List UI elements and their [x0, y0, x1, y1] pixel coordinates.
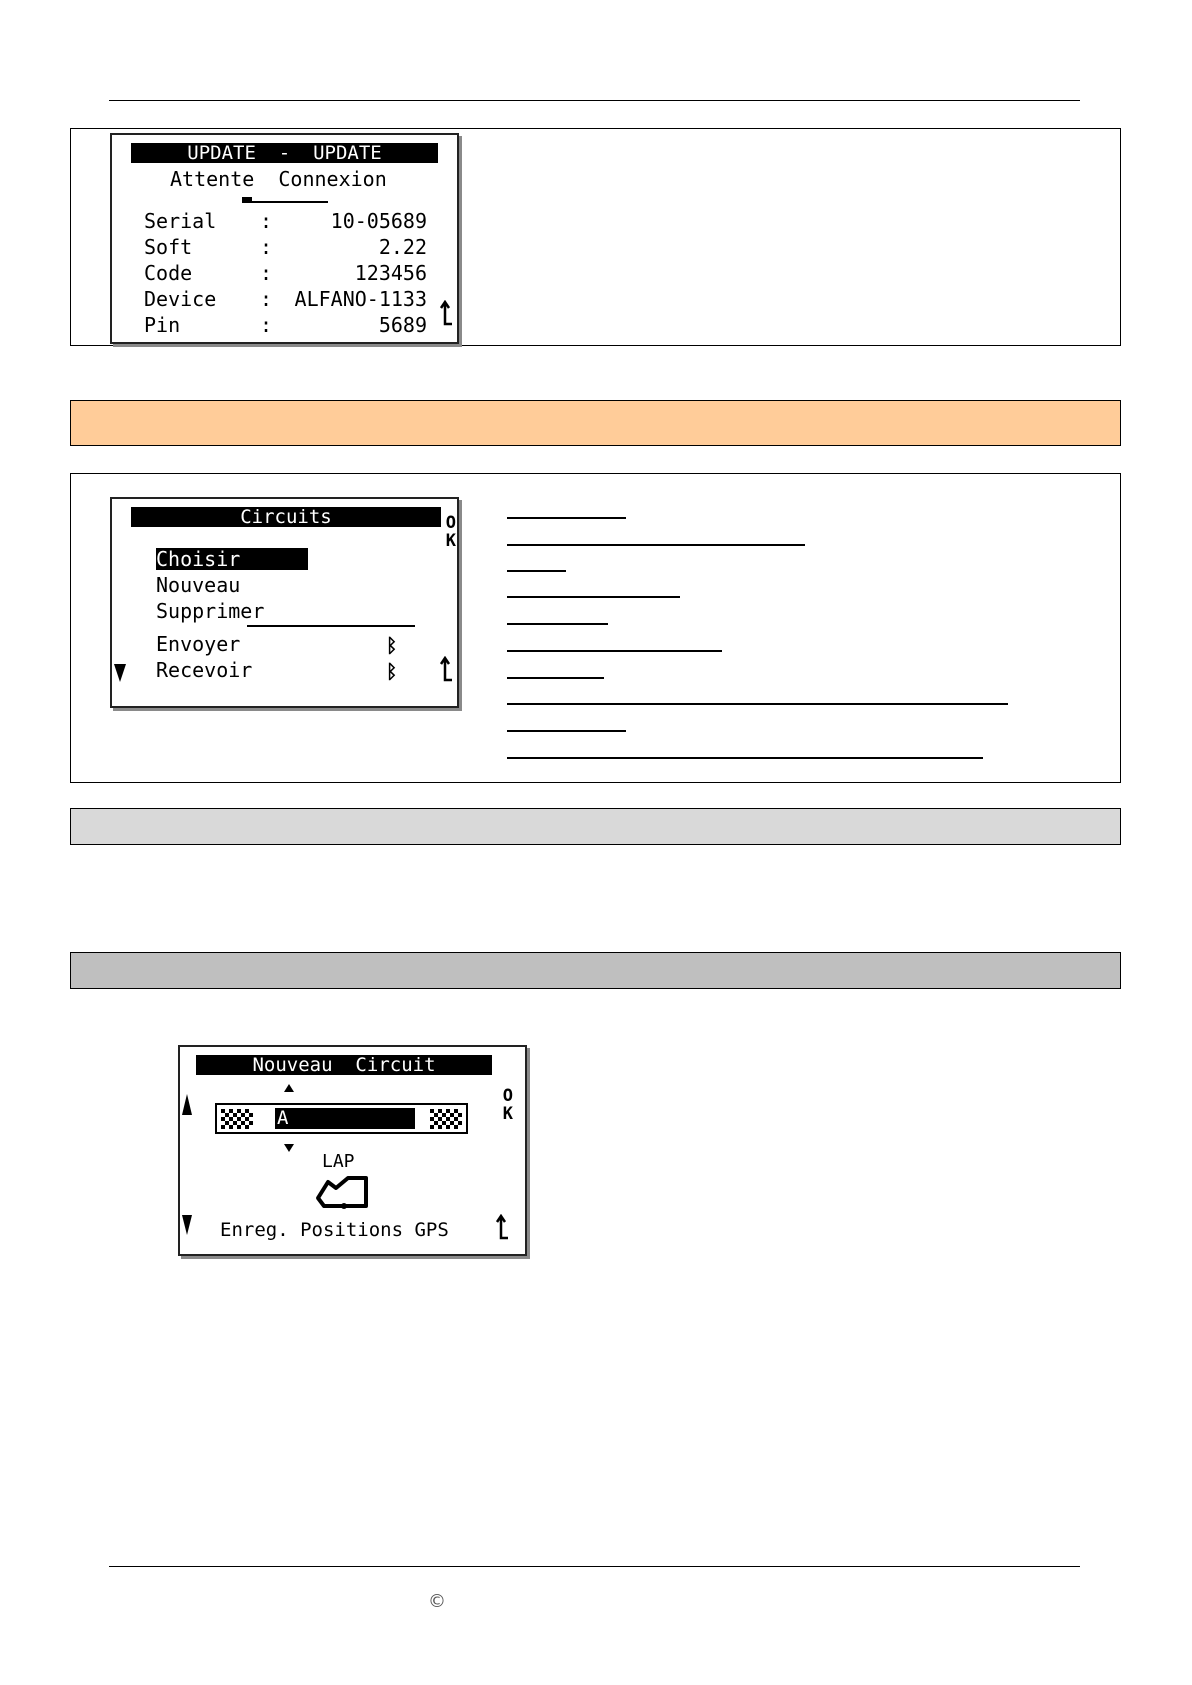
menu-item-supprimer[interactable]: Supprimer	[156, 599, 265, 623]
link-line[interactable]	[507, 570, 566, 572]
down-triangle-icon[interactable]	[283, 1143, 295, 1153]
row-sep-soft: :	[260, 235, 273, 259]
return-arrow-icon[interactable]	[438, 656, 454, 686]
track-icon	[314, 1174, 372, 1212]
up-triangle-icon[interactable]	[283, 1083, 295, 1093]
update-title-bar: UPDATE - UPDATE	[131, 143, 438, 163]
section-band-light-gray	[70, 808, 1121, 845]
checkered-flag-icon	[430, 1109, 462, 1129]
row-sep-pin: :	[260, 313, 273, 337]
menu-item-recevoir[interactable]: Recevoir	[156, 658, 253, 682]
row-label-device: Device	[144, 287, 217, 311]
update-lcd-screen	[110, 133, 459, 344]
ok-label[interactable]: O K	[502, 1086, 513, 1124]
section-band-gray	[70, 952, 1121, 989]
link-line[interactable]	[507, 517, 626, 519]
name-input-frame[interactable]	[215, 1103, 468, 1134]
link-line[interactable]	[507, 757, 983, 759]
update-status: Attente Connexion	[170, 167, 387, 191]
link-line[interactable]	[507, 730, 626, 732]
menu-item-choisir[interactable]: Choisir	[156, 548, 308, 570]
status-cursor	[242, 197, 252, 201]
copyright-symbol: ©	[428, 1591, 446, 1612]
return-arrow-icon[interactable]	[494, 1214, 510, 1244]
up-triangle-icon[interactable]	[181, 1093, 193, 1117]
row-sep-serial: :	[260, 209, 273, 233]
link-line[interactable]	[507, 703, 1008, 705]
down-triangle-icon[interactable]	[113, 662, 127, 684]
checkered-flag-icon	[221, 1109, 253, 1129]
divider-line	[247, 625, 415, 627]
bluetooth-icon: ᛒ	[386, 635, 398, 657]
row-value-serial: 10-05689	[330, 209, 427, 233]
link-line[interactable]	[507, 596, 680, 598]
row-value-soft: 2.22	[378, 235, 427, 259]
link-line[interactable]	[507, 677, 604, 679]
name-input-value[interactable]: A	[275, 1108, 415, 1129]
row-label-pin: Pin	[144, 313, 181, 337]
circuits-title-bar: Circuits	[131, 507, 441, 527]
nouveau-circuit-lcd-screen	[178, 1045, 527, 1256]
ok-label[interactable]: O K	[445, 513, 456, 551]
row-label-soft: Soft	[144, 235, 193, 259]
row-value-code: 123456	[354, 261, 427, 285]
gps-footer-label: Enreg. Positions GPS	[220, 1219, 449, 1241]
lap-label: LAP	[322, 1151, 355, 1172]
section-band-orange	[70, 400, 1121, 446]
link-line[interactable]	[507, 623, 608, 625]
row-sep-code: :	[260, 261, 273, 285]
row-label-serial: Serial	[144, 209, 217, 233]
link-line[interactable]	[507, 544, 805, 546]
menu-item-nouveau[interactable]: Nouveau	[156, 573, 241, 597]
circuits-lcd-screen	[110, 497, 459, 708]
bluetooth-icon: ᛒ	[386, 661, 398, 683]
row-value-pin: 5689	[378, 313, 427, 337]
status-underline	[242, 201, 328, 203]
row-value-device: ALFANO-1133	[294, 287, 427, 311]
nouveau-title-bar: Nouveau Circuit	[196, 1055, 492, 1075]
row-label-code: Code	[144, 261, 193, 285]
footer-rule	[109, 1566, 1080, 1567]
return-arrow-icon[interactable]	[438, 300, 454, 330]
row-sep-device: :	[260, 287, 273, 311]
menu-item-envoyer[interactable]: Envoyer	[156, 632, 241, 656]
link-line[interactable]	[507, 650, 722, 652]
header-rule	[109, 100, 1080, 101]
down-triangle-icon[interactable]	[181, 1213, 193, 1237]
